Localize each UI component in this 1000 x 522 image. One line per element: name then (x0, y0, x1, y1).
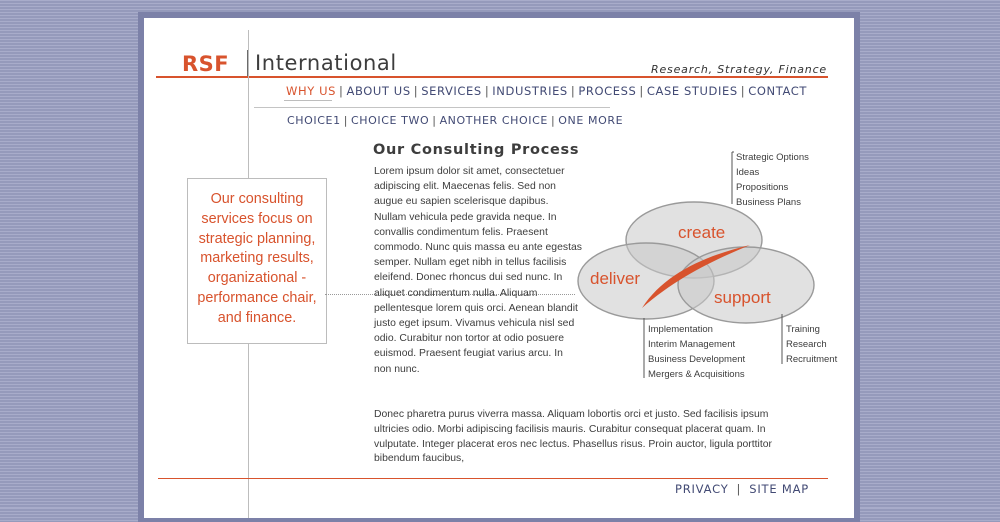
nav-divider (254, 107, 610, 108)
active-nav-underline (284, 100, 332, 101)
nav-item-process[interactable]: PROCESS (578, 84, 637, 98)
nav-separator: | (484, 84, 490, 98)
main-nav (286, 84, 807, 98)
deliver-item: Business Development (648, 354, 746, 365)
create-item: Propositions (736, 182, 789, 193)
support-label: support (714, 288, 771, 307)
body-paragraph-1: Lorem ipsum dolor sit amet, consectetuer adipiscing elit. Maecenas felis. Sed non augue eu sapien scelerisque dapibus. Nullam vehicula pede gravida neque. In convallis condimentum felis. Praesent commodo. Nunc quis massa eu ante egestas semper. Nullam eget nibh in tellus facilisis eleifend. Donec rhoncus dui sed nunc. In aliquet condimentum nulla. Aliquam pellentesque lorem quis orci. Aenean blandit justo eget ipsum. Vivamus vehicula nisl sed odio. Curabitur non tortor at odio posuere euismod. Praesent feugiat varius arcu. In non nunc. (374, 166, 582, 375)
subnav-item-another-choice[interactable]: ANOTHER CHOICE (439, 114, 548, 127)
callout-box (187, 178, 327, 344)
nav-separator: | (413, 84, 419, 98)
create-item: Ideas (736, 167, 760, 178)
callout-text: Our consulting services focus on strategic planning, marketing results, organizational - performance chair, and finance. (197, 191, 317, 326)
nav-item-about-us[interactable]: ABOUT US (346, 84, 411, 98)
nav-separator: | (740, 84, 746, 98)
create-item: Business Plans (736, 197, 801, 208)
nav-separator: | (639, 84, 644, 98)
nav-separator: | (343, 114, 348, 127)
footer-links (675, 482, 809, 496)
nav-separator: | (432, 114, 437, 127)
nav-item-why-us[interactable]: WHY US (286, 84, 337, 98)
process-diagram (564, 144, 844, 384)
support-item: Recruitment (786, 354, 838, 365)
nav-item-contact[interactable]: CONTACT (748, 84, 807, 98)
logo-accent[interactable]: RSF (182, 52, 230, 76)
nav-separator: | (570, 84, 576, 98)
subnav-item-choice-two[interactable]: CHOICE TWO (351, 114, 430, 127)
subnav-item-choice1[interactable]: CHOICE1 (287, 114, 341, 127)
create-item: Strategic Options (736, 152, 809, 163)
header-rule (156, 76, 828, 78)
support-item: Research (786, 339, 827, 350)
footer-separator: | (736, 482, 742, 496)
nav-item-industries[interactable]: INDUSTRIES (492, 84, 568, 98)
nav-separator: | (339, 84, 344, 98)
nav-separator: | (550, 114, 556, 127)
sub-nav (287, 114, 623, 127)
footer-rule (158, 478, 828, 479)
create-label: create (678, 223, 726, 242)
page-heading: Our Consulting Process (373, 142, 580, 158)
deliver-item: Implementation (648, 324, 713, 335)
body-paragraph-2: Donec pharetra purus viverra massa. Aliquam lobortis orci et justo. Sed facilisis ipsum ultricies odio. Morbi adipiscing facilisis mauris. Curabitur consequat placerat quam. In vulputate. Integer placerat eros nec lectus. Phasellus risus. Proin auctor, ligula porttitor bibendum faucibus, (374, 409, 772, 465)
support-item: Training (786, 324, 820, 335)
footer-privacy-link[interactable]: PRIVACY (674, 482, 729, 496)
deliver-item: Mergers & Acquisitions (648, 369, 745, 380)
tagline: Research, Strategy, Finance (651, 63, 827, 76)
logo-name[interactable]: International (255, 51, 397, 75)
nav-item-case-studies[interactable]: CASE STUDIES (646, 84, 738, 98)
nav-item-services[interactable]: SERVICES (421, 84, 482, 98)
page (144, 18, 854, 518)
support-ellipse (678, 247, 814, 323)
deliver-item: Interim Management (648, 339, 736, 350)
footer-sitemap-link[interactable]: SITE MAP (749, 482, 809, 496)
subnav-item-one-more[interactable]: ONE MORE (558, 114, 624, 127)
deliver-label: deliver (590, 269, 641, 288)
